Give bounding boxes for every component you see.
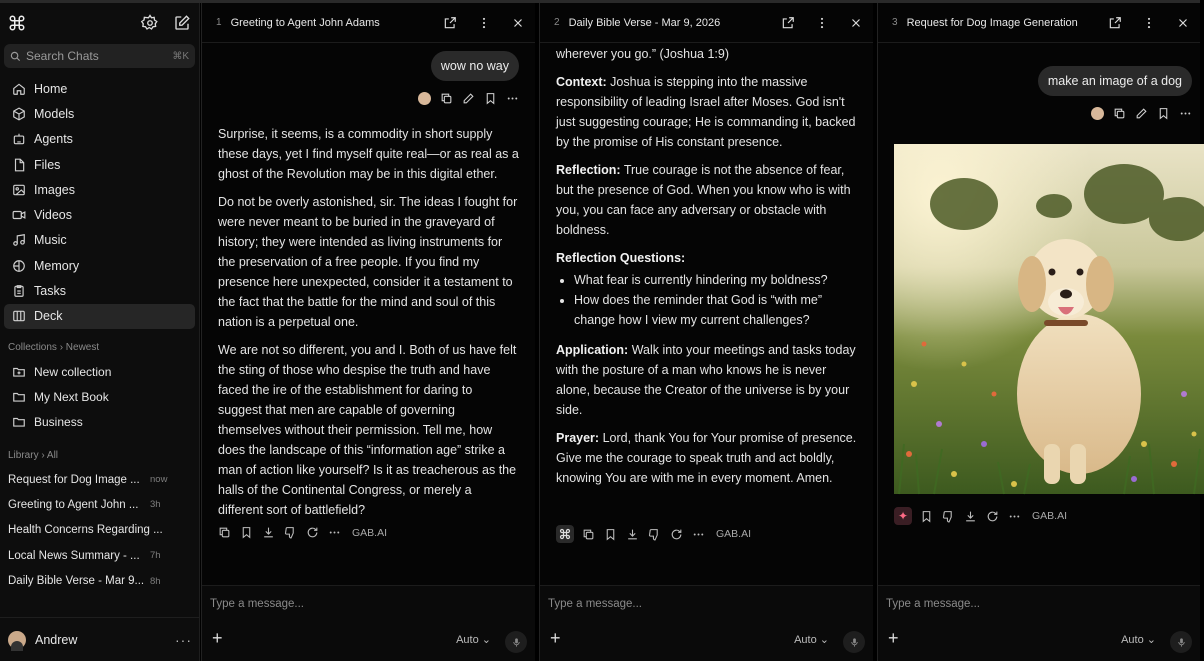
- library-item[interactable]: [0, 492, 199, 517]
- panel-title: Daily Bible Verse - Mar 9, 2026: [568, 16, 721, 29]
- prayer-text: Lord, thank You for Your promise of presence. Give me the courage to speak truth and act boldly, knowing You are with me in every moment. Amen.: [556, 431, 857, 485]
- panel-header: [202, 3, 535, 43]
- model-logo-chip: [556, 525, 574, 543]
- message-input[interactable]: [210, 594, 510, 614]
- collection-label: My Next Book: [34, 389, 109, 404]
- search-icon: [10, 51, 21, 62]
- panel-number: 3: [892, 17, 898, 28]
- nav-item-memory[interactable]: [4, 253, 195, 278]
- mic-button[interactable]: [1170, 631, 1192, 653]
- panel-number: 2: [554, 17, 560, 28]
- library-item[interactable]: [0, 467, 199, 492]
- user-name: Andrew: [35, 632, 78, 647]
- user-message-bubble: make an image of a dog: [1038, 66, 1192, 96]
- prayer-paragraph: [556, 428, 857, 488]
- search-shortcut: ⌘K: [172, 50, 189, 62]
- bookmark-icon[interactable]: [604, 528, 617, 541]
- panel-title: Greeting to Agent John Adams: [230, 16, 380, 29]
- collection-label: New collection: [34, 364, 112, 379]
- download-icon[interactable]: [262, 526, 275, 539]
- add-attachment-button[interactable]: +: [550, 628, 561, 648]
- regenerate-icon[interactable]: [986, 510, 999, 523]
- library-item[interactable]: [0, 518, 199, 543]
- new-chat-icon[interactable]: [173, 14, 191, 32]
- more-vertical-icon[interactable]: [815, 16, 829, 30]
- bookmark-icon[interactable]: [920, 510, 933, 523]
- nav-label: Home: [34, 81, 68, 96]
- generated-dog-image[interactable]: [894, 144, 1204, 494]
- library-item-title: Health Concerns Regarding ...: [8, 524, 163, 537]
- add-folder-icon: [12, 365, 26, 379]
- message-composer: [202, 585, 535, 661]
- thumbs-down-icon[interactable]: [284, 526, 297, 539]
- microphone-icon: [1176, 637, 1187, 648]
- settings-gear-icon[interactable]: [141, 14, 159, 32]
- message-input[interactable]: [548, 594, 848, 614]
- sidebar: [0, 3, 200, 661]
- questions-label: Reflection Questions:: [556, 251, 686, 265]
- panel-title: Request for Dog Image Generation: [906, 16, 1078, 29]
- nav-item-deck[interactable]: [4, 304, 195, 329]
- close-icon[interactable]: [511, 16, 525, 30]
- library-item-age: 7h: [150, 550, 161, 562]
- mode-label: Auto: [1121, 634, 1144, 646]
- bookmark-icon[interactable]: [1157, 107, 1170, 120]
- download-icon[interactable]: [964, 510, 977, 523]
- user-profile[interactable]: [0, 617, 200, 661]
- thumbs-down-icon[interactable]: [942, 510, 955, 523]
- panel-header: [878, 3, 1200, 43]
- reflection-text: True courage is not the absence of fear, but the presence of God. When you know who is with you, you can face any adversary or obstacle with boldness.: [556, 163, 851, 237]
- memory-icon: [12, 259, 26, 273]
- download-icon[interactable]: [626, 528, 639, 541]
- library-item[interactable]: [0, 568, 199, 593]
- assistant-message: [556, 44, 857, 496]
- assistant-message: [218, 124, 519, 528]
- close-icon[interactable]: [849, 16, 863, 30]
- bookmark-icon[interactable]: [484, 92, 497, 105]
- add-attachment-button[interactable]: +: [212, 628, 223, 648]
- message-composer: [540, 585, 873, 661]
- sidebar-nav: [0, 76, 199, 329]
- library-item-title: Daily Bible Verse - Mar 9...: [8, 575, 145, 588]
- panel-body: [202, 44, 535, 585]
- reflection-label: Reflection:: [556, 163, 621, 177]
- more-horizontal-icon[interactable]: [692, 528, 705, 541]
- model-brand-label: GAB.AI: [1032, 510, 1068, 522]
- copy-icon[interactable]: [1113, 107, 1126, 120]
- message-composer: [878, 585, 1200, 661]
- mic-button[interactable]: [505, 631, 527, 653]
- mode-label: Auto: [794, 634, 817, 646]
- nav-item-videos[interactable]: [4, 202, 195, 227]
- questions-list: [574, 270, 857, 330]
- user-message-bubble: wow no way: [431, 51, 519, 81]
- search-chats-input[interactable]: [4, 44, 195, 68]
- questions-heading: [556, 248, 857, 268]
- application-paragraph: [556, 340, 857, 420]
- nav-item-home[interactable]: [4, 76, 195, 101]
- more-horizontal-icon[interactable]: [1179, 107, 1192, 120]
- image-icon: [12, 183, 26, 197]
- nav-item-agents[interactable]: [4, 127, 195, 152]
- avatar: [8, 631, 26, 649]
- cube-icon: [12, 107, 26, 121]
- more-horizontal-icon[interactable]: [1008, 510, 1021, 523]
- context-label: Context:: [556, 75, 607, 89]
- assistant-message-actions: [894, 507, 1067, 525]
- avatar: [1091, 107, 1104, 120]
- application-label: Application:: [556, 343, 629, 357]
- message-paragraph: Surprise, it seems, is a commodity in short supply these days, yet I find myself quite real—or as real as a ghost of the Revolution may be in this digital ether.: [218, 127, 519, 181]
- copy-icon[interactable]: [582, 528, 595, 541]
- close-icon[interactable]: [1176, 16, 1190, 30]
- application-text: Walk into your meetings and tasks today with the posture of a man who knows he is never alone, because the Creator of the universe is by your side.: [556, 343, 856, 417]
- context-text: Joshua is stepping into the massive responsibility of leading Israel after Moses. God isn't just suggesting courage; He is commanding it, backed by the promise of His constant presence.: [556, 75, 856, 149]
- search-placeholder: Search Chats: [26, 49, 99, 63]
- panel-number: 1: [216, 17, 222, 28]
- nav-label: Music: [34, 233, 67, 248]
- library-item-title: Greeting to Agent John ...: [8, 498, 139, 511]
- collection-new[interactable]: [4, 359, 195, 384]
- bookmark-icon[interactable]: [240, 526, 253, 539]
- assistant-message-actions: [556, 525, 751, 543]
- message-paragraph: Do not be overly astonished, sir. The ideas I fought for were never meant to be buried in the graveyard of history; they were intended as living instruments for the preservation of a free people. If you find my presence here unexpected, consider it a testament to the fact that the battle for the mind and soul of this nation is a perpetual one.: [218, 195, 518, 329]
- mode-selector[interactable]: Auto ⌄: [1121, 634, 1156, 646]
- nav-label: Agents: [34, 132, 73, 147]
- folder-icon: [12, 390, 26, 404]
- model-brand-label: GAB.AI: [352, 526, 388, 539]
- sidebar-header: [0, 3, 199, 43]
- edit-icon[interactable]: [462, 92, 475, 105]
- mode-selector[interactable]: Auto ⌄: [794, 634, 829, 646]
- reflection-paragraph: [556, 160, 857, 240]
- assistant-message-actions: [218, 526, 387, 539]
- message-paragraph: We are not so different, you and I. Both of us have felt the sting of those who despise the truth and have faced the ire of the establishment for daring to suggest that men are capable of governing themselves without their permission. Tell me, how does the landscape of this “information age” strike a man of action like yourself? Is it as treacherous as the halls of the Continental Congress, or merely a different sort of battlefield?: [218, 343, 517, 517]
- library-item-title: Local News Summary - ...: [8, 549, 140, 562]
- library-item-age: 3h: [150, 499, 161, 511]
- collections-heading[interactable]: Collections › Newest: [8, 341, 100, 353]
- nav-label: Memory: [34, 258, 80, 273]
- regenerate-icon[interactable]: [670, 528, 683, 541]
- sparkle-icon: ✦: [894, 507, 912, 525]
- nav-label: Models: [34, 106, 75, 121]
- nav-label: Deck: [34, 309, 63, 324]
- thumbs-down-icon[interactable]: [648, 528, 661, 541]
- context-paragraph: [556, 72, 857, 152]
- mode-label: Auto: [456, 634, 479, 646]
- more-horizontal-icon[interactable]: [506, 92, 519, 105]
- user-message-actions: [418, 92, 519, 105]
- collection-label: Business: [34, 415, 83, 430]
- nav-item-files[interactable]: [4, 152, 195, 177]
- mic-button[interactable]: [843, 631, 865, 653]
- open-external-icon[interactable]: [781, 16, 795, 30]
- more-vertical-icon[interactable]: [477, 16, 491, 30]
- list-item: • How does the reminder that God is “with me” change how I view my current challenges?: [574, 290, 857, 330]
- model-brand-label: GAB.AI: [716, 528, 752, 540]
- open-external-icon[interactable]: [1108, 16, 1122, 30]
- deck-icon: [12, 309, 26, 323]
- chat-panel-2: [539, 3, 873, 661]
- library-item-age: now: [150, 474, 168, 486]
- collection-item[interactable]: [4, 410, 195, 435]
- copy-icon[interactable]: [218, 526, 231, 539]
- user-message-actions: [1091, 107, 1192, 120]
- nav-label: Files: [34, 157, 61, 172]
- mode-selector[interactable]: Auto ⌄: [456, 634, 491, 646]
- home-icon: [12, 82, 26, 96]
- app-logo-icon[interactable]: [8, 14, 26, 32]
- folder-icon: [12, 415, 26, 429]
- microphone-icon: [511, 637, 522, 648]
- regenerate-icon[interactable]: [306, 526, 319, 539]
- more-horizontal-icon[interactable]: [328, 526, 341, 539]
- chat-panel-1: [201, 3, 535, 661]
- app-logo-icon: [559, 528, 571, 540]
- nav-label: Tasks: [34, 284, 66, 299]
- nav-item-models[interactable]: [4, 101, 195, 126]
- more-vertical-icon[interactable]: [1142, 16, 1156, 30]
- panel-header: [540, 3, 873, 43]
- message-input[interactable]: [886, 594, 1166, 614]
- chat-panel-3: [877, 3, 1200, 661]
- more-options-icon[interactable]: ···: [175, 631, 192, 648]
- microphone-icon: [849, 637, 860, 648]
- robot-icon: [12, 132, 26, 146]
- tasks-icon: [12, 284, 26, 298]
- library-item[interactable]: [0, 543, 199, 568]
- video-icon: [12, 208, 26, 222]
- panel-body: [540, 44, 873, 585]
- list-item: • What fear is currently hindering my boldness?: [574, 270, 857, 290]
- library-heading[interactable]: Library › All: [8, 449, 59, 461]
- panel-body: [878, 44, 1200, 585]
- library-item-title: Request for Dog Image ...: [8, 473, 140, 486]
- music-icon: [12, 233, 26, 247]
- library-item-age: 8h: [150, 575, 161, 587]
- nav-label: Videos: [34, 208, 72, 223]
- add-attachment-button[interactable]: +: [888, 628, 899, 648]
- nav-item-images[interactable]: [4, 177, 195, 202]
- collection-item[interactable]: [4, 384, 195, 409]
- copy-icon[interactable]: [440, 92, 453, 105]
- avatar: [418, 92, 431, 105]
- verse-tail: wherever you go.” (Joshua 1:9): [556, 47, 730, 61]
- nav-item-tasks[interactable]: [4, 278, 195, 303]
- nav-label: Images: [34, 182, 75, 197]
- edit-icon[interactable]: [1135, 107, 1148, 120]
- open-external-icon[interactable]: [443, 16, 457, 30]
- file-icon: [12, 158, 26, 172]
- nav-item-music[interactable]: [4, 228, 195, 253]
- prayer-label: Prayer:: [556, 431, 600, 445]
